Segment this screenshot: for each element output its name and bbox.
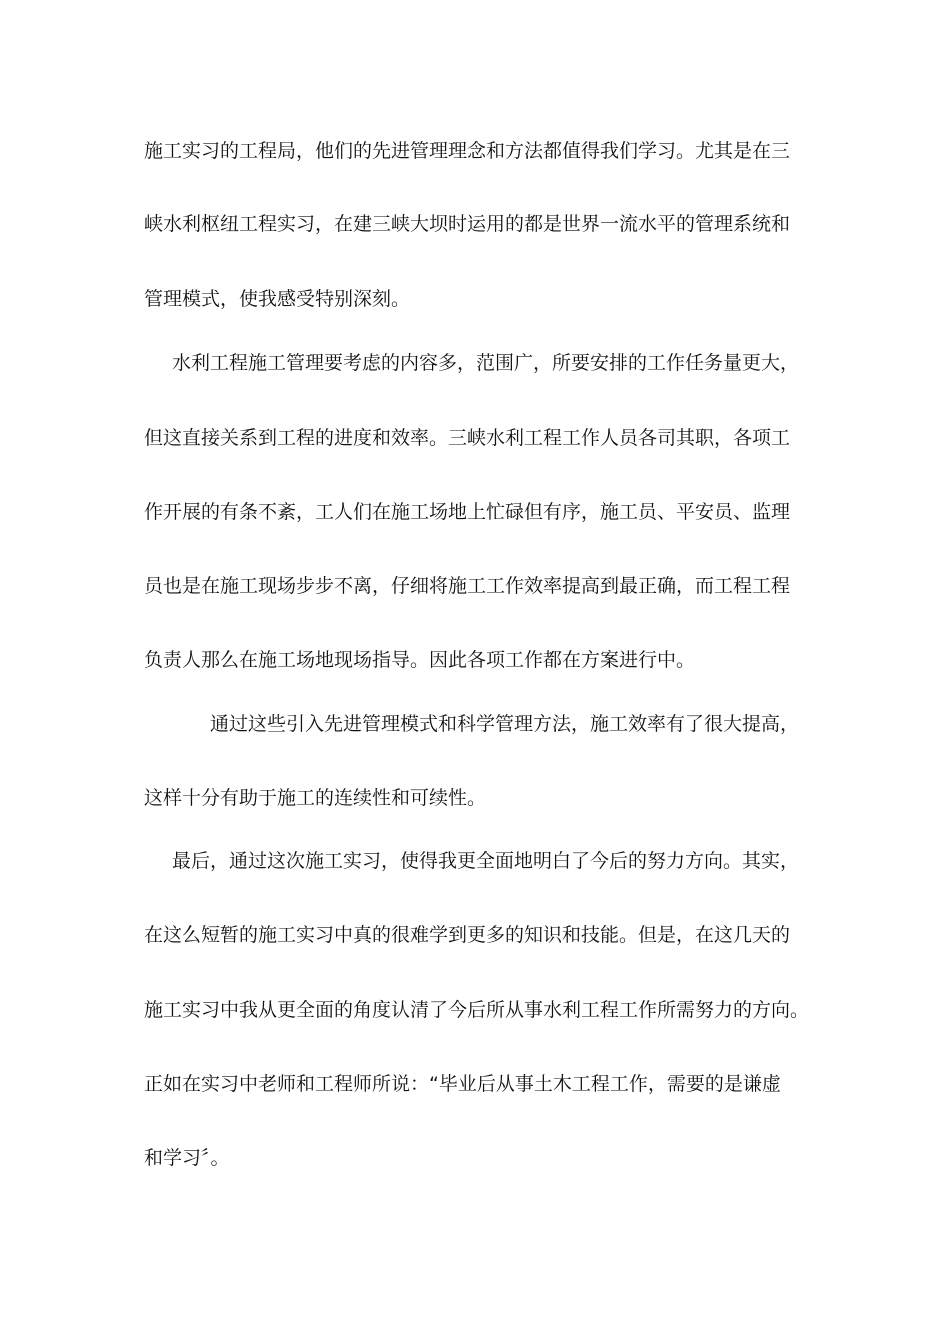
text-line: 员也是在施工现场步步不离，仔细将施工工作效率提高到最正确，而工程工程 <box>144 575 791 597</box>
text-line: 在这么短暂的施工实习中真的很难学到更多的知识和技能。但是，在这几天的 <box>144 924 791 946</box>
text-line: 正如在实习中老师和工程师所说：“毕业后从事土木工程工作，需要的是谦虚 <box>144 1073 781 1095</box>
paragraph-first-line: 最后，通过这次施工实习，使得我更全面地明白了今后的努力方向。其实， <box>172 850 800 872</box>
text-line: 这样十分有助于施工的连续性和可续性。 <box>144 787 487 809</box>
paragraph-first-line: 水利工程施工管理要考虑的内容多，范围广，所要安排的工作任务量更大， <box>172 352 800 374</box>
text-line: 但这直接关系到工程的进度和效率。三峡水利工程工作人员各司其职，各项工 <box>144 427 791 449</box>
text-line: 负责人那么在施工场地现场指导。因此各项工作都在方案进行中。 <box>144 649 696 671</box>
text-line: 施工实习的工程局，他们的先进管理理念和方法都值得我们学习。尤其是在三 <box>144 140 791 162</box>
text-line: 管理模式，使我感受特别深刻。 <box>144 288 411 310</box>
text-line: 作开展的有条不紊，工人们在施工场地上忙碌但有序，施工员、平安员、监理 <box>144 501 791 523</box>
text-line: 施工实习中我从更全面的角度认清了今后所从事水利工程工作所需努力的方向。 <box>144 999 810 1021</box>
text-line: 峡水利枢纽工程实习，在建三峡大坝时运用的都是世界一流水平的管理系统和 <box>144 213 791 235</box>
paragraph-first-line: 通过这些引入先进管理模式和科学管理方法，施工效率有了很大提高， <box>210 713 800 735</box>
text-line: 和学习〞。 <box>144 1147 230 1169</box>
